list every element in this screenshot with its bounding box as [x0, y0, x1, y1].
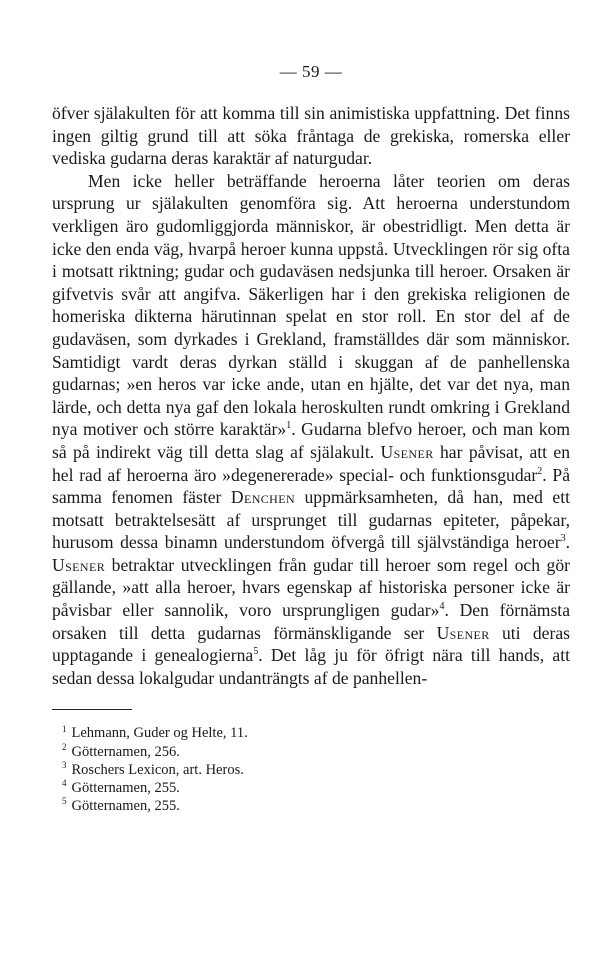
- text-run: . På samma fenomen fäster: [52, 464, 570, 508]
- footnote-text: Götternamen, 255.: [71, 798, 180, 815]
- text-run: . Det låg ju för öfrigt nära till hands, att sedan dessa lokalgudar undanträngts af de panhellen-: [52, 645, 570, 688]
- footnote: [62, 797, 570, 815]
- body-text: [52, 102, 570, 689]
- text-run: . Gudarna blefvo heroer, och man kom så på indirekt väg till detta slag af själakult.: [52, 419, 570, 462]
- footnote-text: Götternamen, 255.: [71, 780, 180, 797]
- book-page: [52, 62, 570, 815]
- footnote-reference: 4: [439, 601, 445, 613]
- footnote: [62, 724, 570, 742]
- footnote-mark: 1: [62, 723, 67, 734]
- paragraph: [52, 102, 570, 170]
- footnote-divider: [52, 709, 132, 710]
- author-name: Usener: [380, 441, 434, 462]
- footnote-mark: 5: [62, 796, 67, 807]
- footnote-reference: 3: [560, 533, 566, 545]
- footnote-reference: 1: [286, 420, 292, 432]
- footnote: [62, 743, 570, 761]
- text-run: Men icke heller beträffande heroerna låter teorien om deras ursprung ur själakulten genomföra sig. Att heroerna understundom verkligen äro gudomliggjorda människor, är obestridligt. Men detta är icke den enda väg, hvarpå heroer kunna uppstå. Utvecklingen rör sig ofta i motsatt riktning; gudar och gudaväsen nedsjunka till heroer. Orsaken är gifvetvis svår att angifva. Säkerligen har i den grekiska religionen de homeriska dikterna härutinnan spelat en stor roll. En stor del af de gudaväsen, som dyrkades i Grekland, framställdes där som människor. Samtidigt vardt deras dyrkan ställd i skuggan af de panhellenska gudarnas; »en heros var icke ande, utan en hjälte, det var det nya, man lärde, och detta nya gaf den lokala heroskulten rundt omkring i Grekland nya motiver och större karaktär»: [52, 170, 570, 440]
- footnotes: [52, 724, 570, 815]
- text-run: uppmärksamheten, då han, med ett motsatt betraktelsesätt af ursprunget till gudarnas epiteter, påpekar, hurusom dessa binamn understundom öfvergå till självständiga heroer: [52, 487, 571, 553]
- footnote-mark: 4: [62, 778, 67, 789]
- footnote-reference: 5: [253, 646, 259, 658]
- text-run: öfver själakulten för att komma till sin animistiska uppfattning. Det finns ingen giltig grund till att söka fråntaga de grekiska, romerska eller vediska gudarna deras karaktär af naturgudar.: [52, 103, 570, 169]
- footnote: [62, 779, 570, 797]
- footnote: [62, 761, 570, 779]
- footnote-reference: 2: [537, 465, 543, 477]
- footnote-text: Götternamen, 256.: [71, 743, 180, 760]
- author-name: Usener: [52, 554, 106, 575]
- paragraph: [52, 170, 570, 690]
- text-run: .: [565, 532, 570, 553]
- footnote-mark: 2: [62, 741, 67, 752]
- text-run: betraktar utvecklingen från gudar till heroer som regel och gör gällande, »att alla heroer, hvars egenskap af historiska personer icke är påvisbar eller sannolik, voro ursprungligen gudar»: [52, 554, 570, 621]
- footnote-text: Lehmann, Guder og Helte, 11.: [71, 725, 248, 742]
- text-run: uti deras upptagande i genealogierna: [52, 622, 570, 666]
- footnote-text: Roschers Lexicon, art. Heros.: [71, 761, 244, 778]
- page-number: — 59 —: [279, 62, 343, 81]
- text-run: . Den förnämsta orsaken till detta gudarnas förmänskligande ser: [52, 600, 571, 643]
- text-run: har påvisat, att en hel rad af heroerna äro »degenererade» special- och funktionsgudar: [52, 441, 571, 485]
- footnote-mark: 3: [62, 760, 67, 771]
- author-name: Denchen: [230, 487, 296, 508]
- author-name: Usener: [436, 622, 490, 643]
